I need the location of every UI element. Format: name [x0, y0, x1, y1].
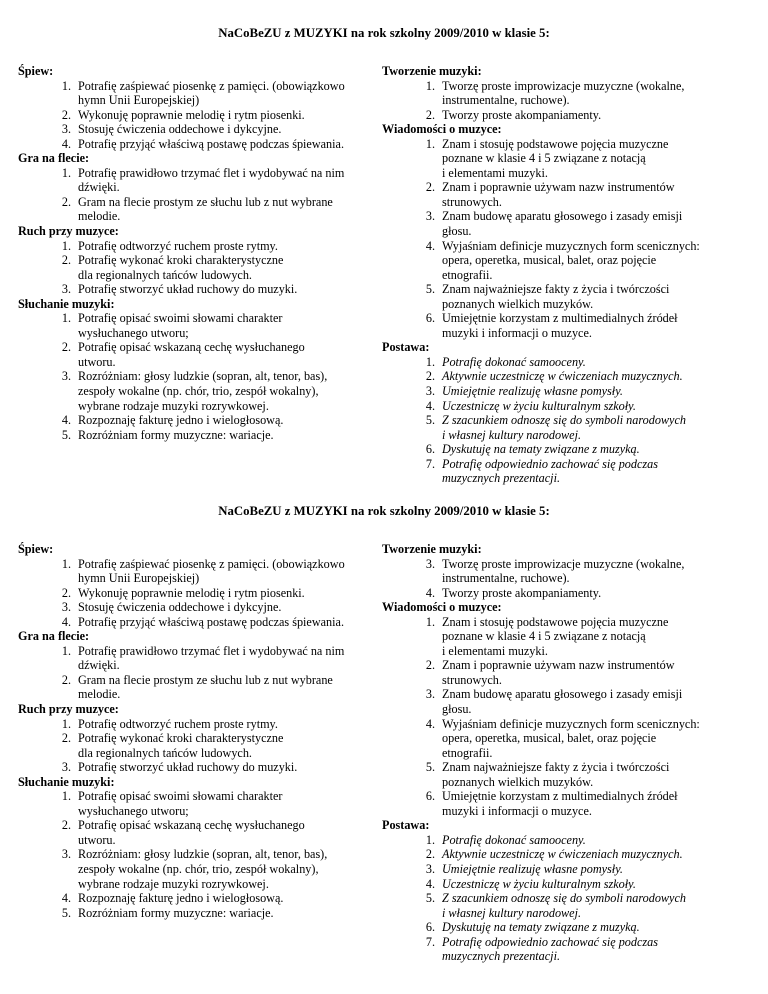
item-line: zespoły wokalne (np. chór, trio, zespół wokalny),	[78, 384, 319, 399]
list-item	[18, 818, 378, 847]
item-line: poznanych wielkich muzyków.	[442, 774, 594, 789]
item-line: Z szacunkiem odnoszę się do symboli narodowych	[442, 891, 686, 906]
item-line: dźwięki.	[78, 658, 120, 673]
list-item	[18, 413, 378, 428]
item-line: Stosuję ćwiczenia oddechowe i dykcyjne.	[78, 600, 282, 615]
list-item	[18, 282, 378, 297]
item-line: Wyjaśniam definicje muzycznych form scenicznych:	[442, 238, 700, 253]
item-line: Potrafię odtworzyć ruchem proste rytmy.	[78, 238, 278, 253]
item-number: 3.	[425, 556, 435, 571]
list-item	[382, 79, 752, 108]
item-line: głosu.	[442, 702, 472, 717]
item-text	[442, 717, 752, 761]
list-item	[18, 79, 378, 108]
item-line: i własnej kultury narodowej.	[442, 427, 582, 442]
list-item	[382, 399, 752, 414]
item-line: instrumentalne, ruchowe).	[442, 571, 570, 586]
item-line: Rozróżniam formy muzyczne: wariacje.	[78, 427, 274, 442]
item-line: Potrafię wykonać kroki charakterystyczne	[78, 731, 284, 746]
item-line: Potrafię opisać swoimi słowami charakter	[78, 789, 283, 804]
item-line: melodie.	[78, 209, 121, 224]
list-item	[382, 833, 752, 848]
item-line: Potrafię odtworzyć ruchem proste rytmy.	[78, 716, 278, 731]
item-line: strunowych.	[442, 194, 502, 209]
section-heading: Postawa:	[382, 818, 430, 833]
item-line: Tworzy proste akompaniamenty.	[442, 585, 602, 600]
item-line: Dyskutuję na tematy związane z muzyką.	[442, 920, 640, 935]
section-heading: Śpiew:	[18, 542, 54, 556]
item-line: Znam budowę aparatu głosowego i zasady emisji	[442, 209, 683, 224]
list-item	[18, 615, 378, 630]
item-line: Potrafię opisać wskazaną cechę wysłuchanego	[78, 340, 305, 355]
item-line: Potrafię dokonać samooceny.	[442, 354, 586, 369]
list-item	[382, 862, 752, 877]
item-number: 2.	[61, 107, 71, 122]
item-number: 5.	[425, 891, 435, 906]
item-text	[78, 644, 378, 673]
item-text	[442, 239, 752, 283]
item-line: Potrafię opisać wskazaną cechę wysłuchanego	[78, 818, 305, 833]
item-number: 4.	[61, 136, 71, 151]
list-item	[382, 687, 752, 716]
list-item	[382, 311, 752, 340]
item-line: Umiejętnie korzystam z multimedialnych źródeł	[442, 311, 678, 326]
item-line: Znam i stosuję podstawowe pojęcia muzyczne	[442, 136, 669, 151]
item-text	[442, 877, 752, 892]
item-line: i własnej kultury narodowej.	[442, 905, 582, 920]
item-text	[78, 413, 378, 428]
item-text	[78, 906, 378, 921]
item-text	[78, 586, 378, 601]
item-line: wysłuchanego utworu;	[78, 325, 189, 340]
item-line: Potrafię prawidłowo trzymać flet i wydobywać na nim	[78, 165, 345, 180]
item-line: Wykonuję poprawnie melodię i rytm piosenki.	[78, 585, 305, 600]
item-line: Umiejętnie realizuję własne pomysły.	[442, 384, 623, 399]
item-text	[442, 658, 752, 687]
list-item	[18, 108, 378, 123]
item-number: 4.	[425, 238, 435, 253]
list-item	[18, 557, 378, 586]
item-text	[442, 862, 752, 877]
list-item	[18, 644, 378, 673]
list-item	[18, 122, 378, 137]
item-line: Znam najważniejsze fakty z życia i twórczości	[442, 760, 670, 775]
item-line: Znam i stosuję podstawowe pojęcia muzyczne	[442, 614, 669, 629]
item-number: 4.	[425, 716, 435, 731]
item-line: Gram na flecie prostym ze słuchu lub z nut wybrane	[78, 194, 333, 209]
item-text	[442, 920, 752, 935]
item-line: Potrafię przyjąć właściwą postawę podczas śpiewania.	[78, 614, 344, 629]
item-number: 5.	[61, 427, 71, 442]
item-text	[442, 935, 752, 964]
item-text	[78, 166, 378, 195]
list-item	[18, 428, 378, 443]
list-item	[382, 586, 752, 601]
item-text	[78, 79, 378, 108]
item-number: 2.	[61, 585, 71, 600]
item-text	[442, 760, 752, 789]
item-number: 1.	[61, 78, 71, 93]
item-line: i elementami muzyki.	[442, 643, 548, 658]
item-line: Uczestniczę w życiu kulturalnym szkoły.	[442, 876, 636, 891]
item-text	[442, 311, 752, 340]
right-column	[382, 64, 752, 486]
list-item	[382, 384, 752, 399]
item-number: 3.	[61, 122, 71, 137]
item-number: 5.	[425, 413, 435, 428]
list-item	[382, 457, 752, 486]
item-line: Tworzy proste akompaniamenty.	[442, 107, 602, 122]
item-text	[442, 108, 752, 123]
item-number: 3.	[425, 209, 435, 224]
item-line: Potrafię stworzyć układ ruchowy do muzyki.	[78, 282, 298, 297]
list-item	[382, 239, 752, 283]
list-item	[382, 282, 752, 311]
list-item	[18, 673, 378, 702]
item-text	[78, 717, 378, 732]
list-item	[18, 600, 378, 615]
item-line: Rozpoznaję fakturę jedno i wielogłosową.	[78, 413, 284, 428]
item-text	[78, 311, 378, 340]
item-number: 6.	[425, 311, 435, 326]
item-text	[442, 413, 752, 442]
item-line: muzycznych prezentacji.	[442, 949, 561, 964]
list-item	[382, 413, 752, 442]
item-line: utworu.	[78, 354, 116, 369]
item-line: Z szacunkiem odnoszę się do symboli narodowych	[442, 413, 686, 428]
item-number: 2.	[61, 731, 71, 746]
item-number: 2.	[425, 180, 435, 195]
item-line: Rozróżniam: głosy ludzkie (sopran, alt, tenor, bas),	[78, 369, 328, 384]
item-text	[78, 760, 378, 775]
section-heading: Wiadomości o muzyce:	[382, 122, 502, 137]
item-number: 2.	[425, 369, 435, 384]
item-line: Uczestniczę w życiu kulturalnym szkoły.	[442, 398, 636, 413]
section-heading: Wiadomości o muzyce:	[382, 600, 502, 615]
item-number: 2.	[61, 818, 71, 833]
section-heading: Ruch przy muzyce:	[18, 702, 119, 717]
item-text	[78, 195, 378, 224]
item-line: Potrafię odpowiednio zachować się podczas	[442, 456, 658, 471]
list-item	[18, 760, 378, 775]
item-line: Tworzę proste improwizacje muzyczne (wokalne,	[442, 78, 685, 93]
item-text	[442, 833, 752, 848]
section-heading: Postawa:	[382, 340, 430, 355]
item-number: 1.	[425, 614, 435, 629]
item-line: utworu.	[78, 832, 116, 847]
item-number: 1.	[61, 311, 71, 326]
item-number: 3.	[425, 384, 435, 399]
left-column	[18, 542, 378, 920]
list-item	[18, 847, 378, 891]
section-heading: Gra na flecie:	[18, 629, 90, 644]
item-line: hymn Unii Europejskiej)	[78, 571, 200, 586]
item-text	[78, 557, 378, 586]
item-number: 3.	[425, 862, 435, 877]
item-number: 2.	[61, 194, 71, 209]
item-line: Potrafię prawidłowo trzymać flet i wydobywać na nim	[78, 643, 345, 658]
item-text	[78, 891, 378, 906]
left-column	[18, 64, 378, 442]
list-item	[382, 847, 752, 862]
item-number: 2.	[425, 658, 435, 673]
item-line: wysłuchanego utworu;	[78, 803, 189, 818]
item-number: 1.	[61, 238, 71, 253]
item-number: 5.	[61, 905, 71, 920]
item-text	[442, 586, 752, 601]
item-line: Potrafię odpowiednio zachować się podczas	[442, 934, 658, 949]
item-text	[442, 282, 752, 311]
item-line: opera, operetka, musical, balet, oraz pojęcie	[442, 253, 657, 268]
item-number: 7.	[425, 934, 435, 949]
list-item	[18, 906, 378, 921]
list-item	[382, 369, 752, 384]
item-line: i elementami muzyki.	[442, 165, 548, 180]
item-text	[442, 399, 752, 414]
item-number: 3.	[61, 282, 71, 297]
item-text	[78, 818, 378, 847]
item-number: 1.	[425, 136, 435, 151]
item-text	[442, 384, 752, 399]
item-line: Rozróżniam formy muzyczne: wariacje.	[78, 905, 274, 920]
list-item	[382, 760, 752, 789]
item-line: melodie.	[78, 687, 121, 702]
list-item	[18, 731, 378, 760]
item-line: muzyki i informacji o muzyce.	[442, 803, 592, 818]
list-item	[382, 108, 752, 123]
list-item	[382, 877, 752, 892]
list-item	[18, 340, 378, 369]
item-number: 1.	[61, 789, 71, 804]
item-line: Aktywnie uczestniczę w ćwiczeniach muzycznych.	[442, 847, 683, 862]
item-text	[78, 673, 378, 702]
item-line: dźwięki.	[78, 180, 120, 195]
item-line: Umiejętnie realizuję własne pomysły.	[442, 862, 623, 877]
list-item	[18, 891, 378, 906]
item-number: 5.	[425, 282, 435, 297]
list-item	[18, 311, 378, 340]
item-text	[442, 615, 752, 659]
item-line: poznanych wielkich muzyków.	[442, 296, 594, 311]
item-text	[442, 355, 752, 370]
right-column	[382, 542, 752, 964]
item-line: Potrafię przyjąć właściwą postawę podczas śpiewania.	[78, 136, 344, 151]
item-line: Znam budowę aparatu głosowego i zasady emisji	[442, 687, 683, 702]
list-item	[382, 658, 752, 687]
item-line: Znam i poprawnie używam nazw instrumentów	[442, 180, 675, 195]
section-heading: Gra na flecie:	[18, 151, 90, 166]
item-text	[78, 253, 378, 282]
item-line: Aktywnie uczestniczę w ćwiczeniach muzycznych.	[442, 369, 683, 384]
item-text	[442, 891, 752, 920]
item-text	[442, 369, 752, 384]
page-title: NaCoBeZU z MUZYKI na rok szkolny 2009/2010 w klasie 5:	[218, 504, 550, 518]
section-heading: Tworzenie muzyki:	[382, 64, 482, 78]
list-item	[18, 369, 378, 413]
list-item	[382, 355, 752, 370]
list-item	[382, 891, 752, 920]
item-number: 3.	[425, 687, 435, 702]
section-heading: Słuchanie muzyki:	[18, 774, 115, 789]
section-heading: Śpiew:	[18, 64, 54, 78]
item-line: zespoły wokalne (np. chór, trio, zespół wokalny),	[78, 862, 319, 877]
item-line: opera, operetka, musical, balet, oraz pojęcie	[442, 731, 657, 746]
item-number: 4.	[425, 876, 435, 891]
item-text	[78, 847, 378, 891]
item-text	[442, 442, 752, 457]
item-text	[442, 557, 752, 586]
item-number: 1.	[61, 165, 71, 180]
item-line: muzycznych prezentacji.	[442, 471, 561, 486]
item-number: 4.	[425, 398, 435, 413]
item-text	[442, 687, 752, 716]
item-line: Potrafię zaśpiewać piosenkę z pamięci. (obowiązkowo	[78, 78, 345, 93]
item-line: Potrafię wykonać kroki charakterystyczne	[78, 253, 284, 268]
item-text	[78, 428, 378, 443]
item-text	[442, 847, 752, 862]
item-text	[78, 122, 378, 137]
item-line: Potrafię dokonać samooceny.	[442, 832, 586, 847]
list-item	[18, 137, 378, 152]
item-text	[78, 731, 378, 760]
list-item	[18, 166, 378, 195]
section-heading: Tworzenie muzyki:	[382, 542, 482, 556]
page-title: NaCoBeZU z MUZYKI na rok szkolny 2009/2010 w klasie 5:	[218, 26, 550, 40]
item-number: 1.	[61, 716, 71, 731]
item-number: 1.	[61, 643, 71, 658]
item-text	[442, 457, 752, 486]
item-number: 6.	[425, 442, 435, 457]
item-number: 1.	[425, 832, 435, 847]
list-item	[382, 789, 752, 818]
item-number: 1.	[425, 78, 435, 93]
item-line: Wykonuję poprawnie melodię i rytm piosenki.	[78, 107, 305, 122]
list-item	[382, 615, 752, 659]
item-number: 2.	[61, 340, 71, 355]
item-text	[78, 340, 378, 369]
item-line: Umiejętnie korzystam z multimedialnych źródeł	[442, 789, 678, 804]
list-item	[382, 442, 752, 457]
item-line: Rozpoznaję fakturę jedno i wielogłosową.	[78, 891, 284, 906]
item-line: Tworzę proste improwizacje muzyczne (wokalne,	[442, 556, 685, 571]
list-item	[382, 137, 752, 181]
item-number: 3.	[61, 369, 71, 384]
section-heading: Ruch przy muzyce:	[18, 224, 119, 239]
item-line: Rozróżniam: głosy ludzkie (sopran, alt, tenor, bas),	[78, 847, 328, 862]
item-line: Stosuję ćwiczenia oddechowe i dykcyjne.	[78, 122, 282, 137]
section-heading: Słuchanie muzyki:	[18, 296, 115, 311]
list-item	[18, 195, 378, 224]
item-line: wybrane rodzaje muzyki rozrywkowej.	[78, 876, 269, 891]
item-text	[78, 108, 378, 123]
item-text	[442, 209, 752, 238]
item-line: Dyskutuję na tematy związane z muzyką.	[442, 442, 640, 457]
list-item	[18, 717, 378, 732]
item-line: Gram na flecie prostym ze słuchu lub z nut wybrane	[78, 672, 333, 687]
item-line: strunowych.	[442, 672, 502, 687]
item-line: Znam i poprawnie używam nazw instrumentów	[442, 658, 675, 673]
item-text	[442, 137, 752, 181]
item-number: 4.	[425, 585, 435, 600]
item-number: 5.	[425, 760, 435, 775]
item-number: 6.	[425, 789, 435, 804]
item-line: głosu.	[442, 224, 472, 239]
item-number: 2.	[61, 253, 71, 268]
item-number: 2.	[61, 672, 71, 687]
item-line: etnografii.	[442, 267, 493, 282]
item-line: Potrafię opisać swoimi słowami charakter	[78, 311, 283, 326]
item-number: 4.	[61, 413, 71, 428]
item-line: Wyjaśniam definicje muzycznych form scenicznych:	[442, 716, 700, 731]
item-number: 7.	[425, 456, 435, 471]
item-text	[442, 79, 752, 108]
item-number: 2.	[425, 107, 435, 122]
item-text	[78, 369, 378, 413]
item-number: 2.	[425, 847, 435, 862]
list-item	[18, 253, 378, 282]
item-number: 3.	[61, 760, 71, 775]
item-text	[442, 789, 752, 818]
item-text	[78, 239, 378, 254]
item-text	[78, 282, 378, 297]
item-line: wybrane rodzaje muzyki rozrywkowej.	[78, 398, 269, 413]
item-number: 4.	[61, 891, 71, 906]
item-number: 3.	[61, 847, 71, 862]
item-line: etnografii.	[442, 745, 493, 760]
item-number: 6.	[425, 920, 435, 935]
list-item	[18, 586, 378, 601]
item-number: 3.	[61, 600, 71, 615]
item-line: muzyki i informacji o muzyce.	[442, 325, 592, 340]
list-item	[382, 209, 752, 238]
item-text	[78, 615, 378, 630]
item-line: poznane w klasie 4 i 5 związane z notacją	[442, 151, 646, 166]
list-item	[382, 717, 752, 761]
item-number: 4.	[61, 614, 71, 629]
item-line: dla regionalnych tańców ludowych.	[78, 267, 252, 282]
item-number: 1.	[425, 354, 435, 369]
item-text	[78, 789, 378, 818]
list-item	[382, 557, 752, 586]
item-number: 1.	[61, 556, 71, 571]
item-line: Znam najważniejsze fakty z życia i twórczości	[442, 282, 670, 297]
list-item	[382, 180, 752, 209]
list-item	[382, 935, 752, 964]
list-item	[18, 239, 378, 254]
item-line: dla regionalnych tańców ludowych.	[78, 745, 252, 760]
item-text	[442, 180, 752, 209]
item-line: Potrafię stworzyć układ ruchowy do muzyki.	[78, 760, 298, 775]
item-text	[78, 600, 378, 615]
item-line: instrumentalne, ruchowe).	[442, 93, 570, 108]
list-item	[382, 920, 752, 935]
list-item	[18, 789, 378, 818]
item-line: hymn Unii Europejskiej)	[78, 93, 200, 108]
item-text	[78, 137, 378, 152]
item-line: poznane w klasie 4 i 5 związane z notacją	[442, 629, 646, 644]
item-line: Potrafię zaśpiewać piosenkę z pamięci. (obowiązkowo	[78, 556, 345, 571]
